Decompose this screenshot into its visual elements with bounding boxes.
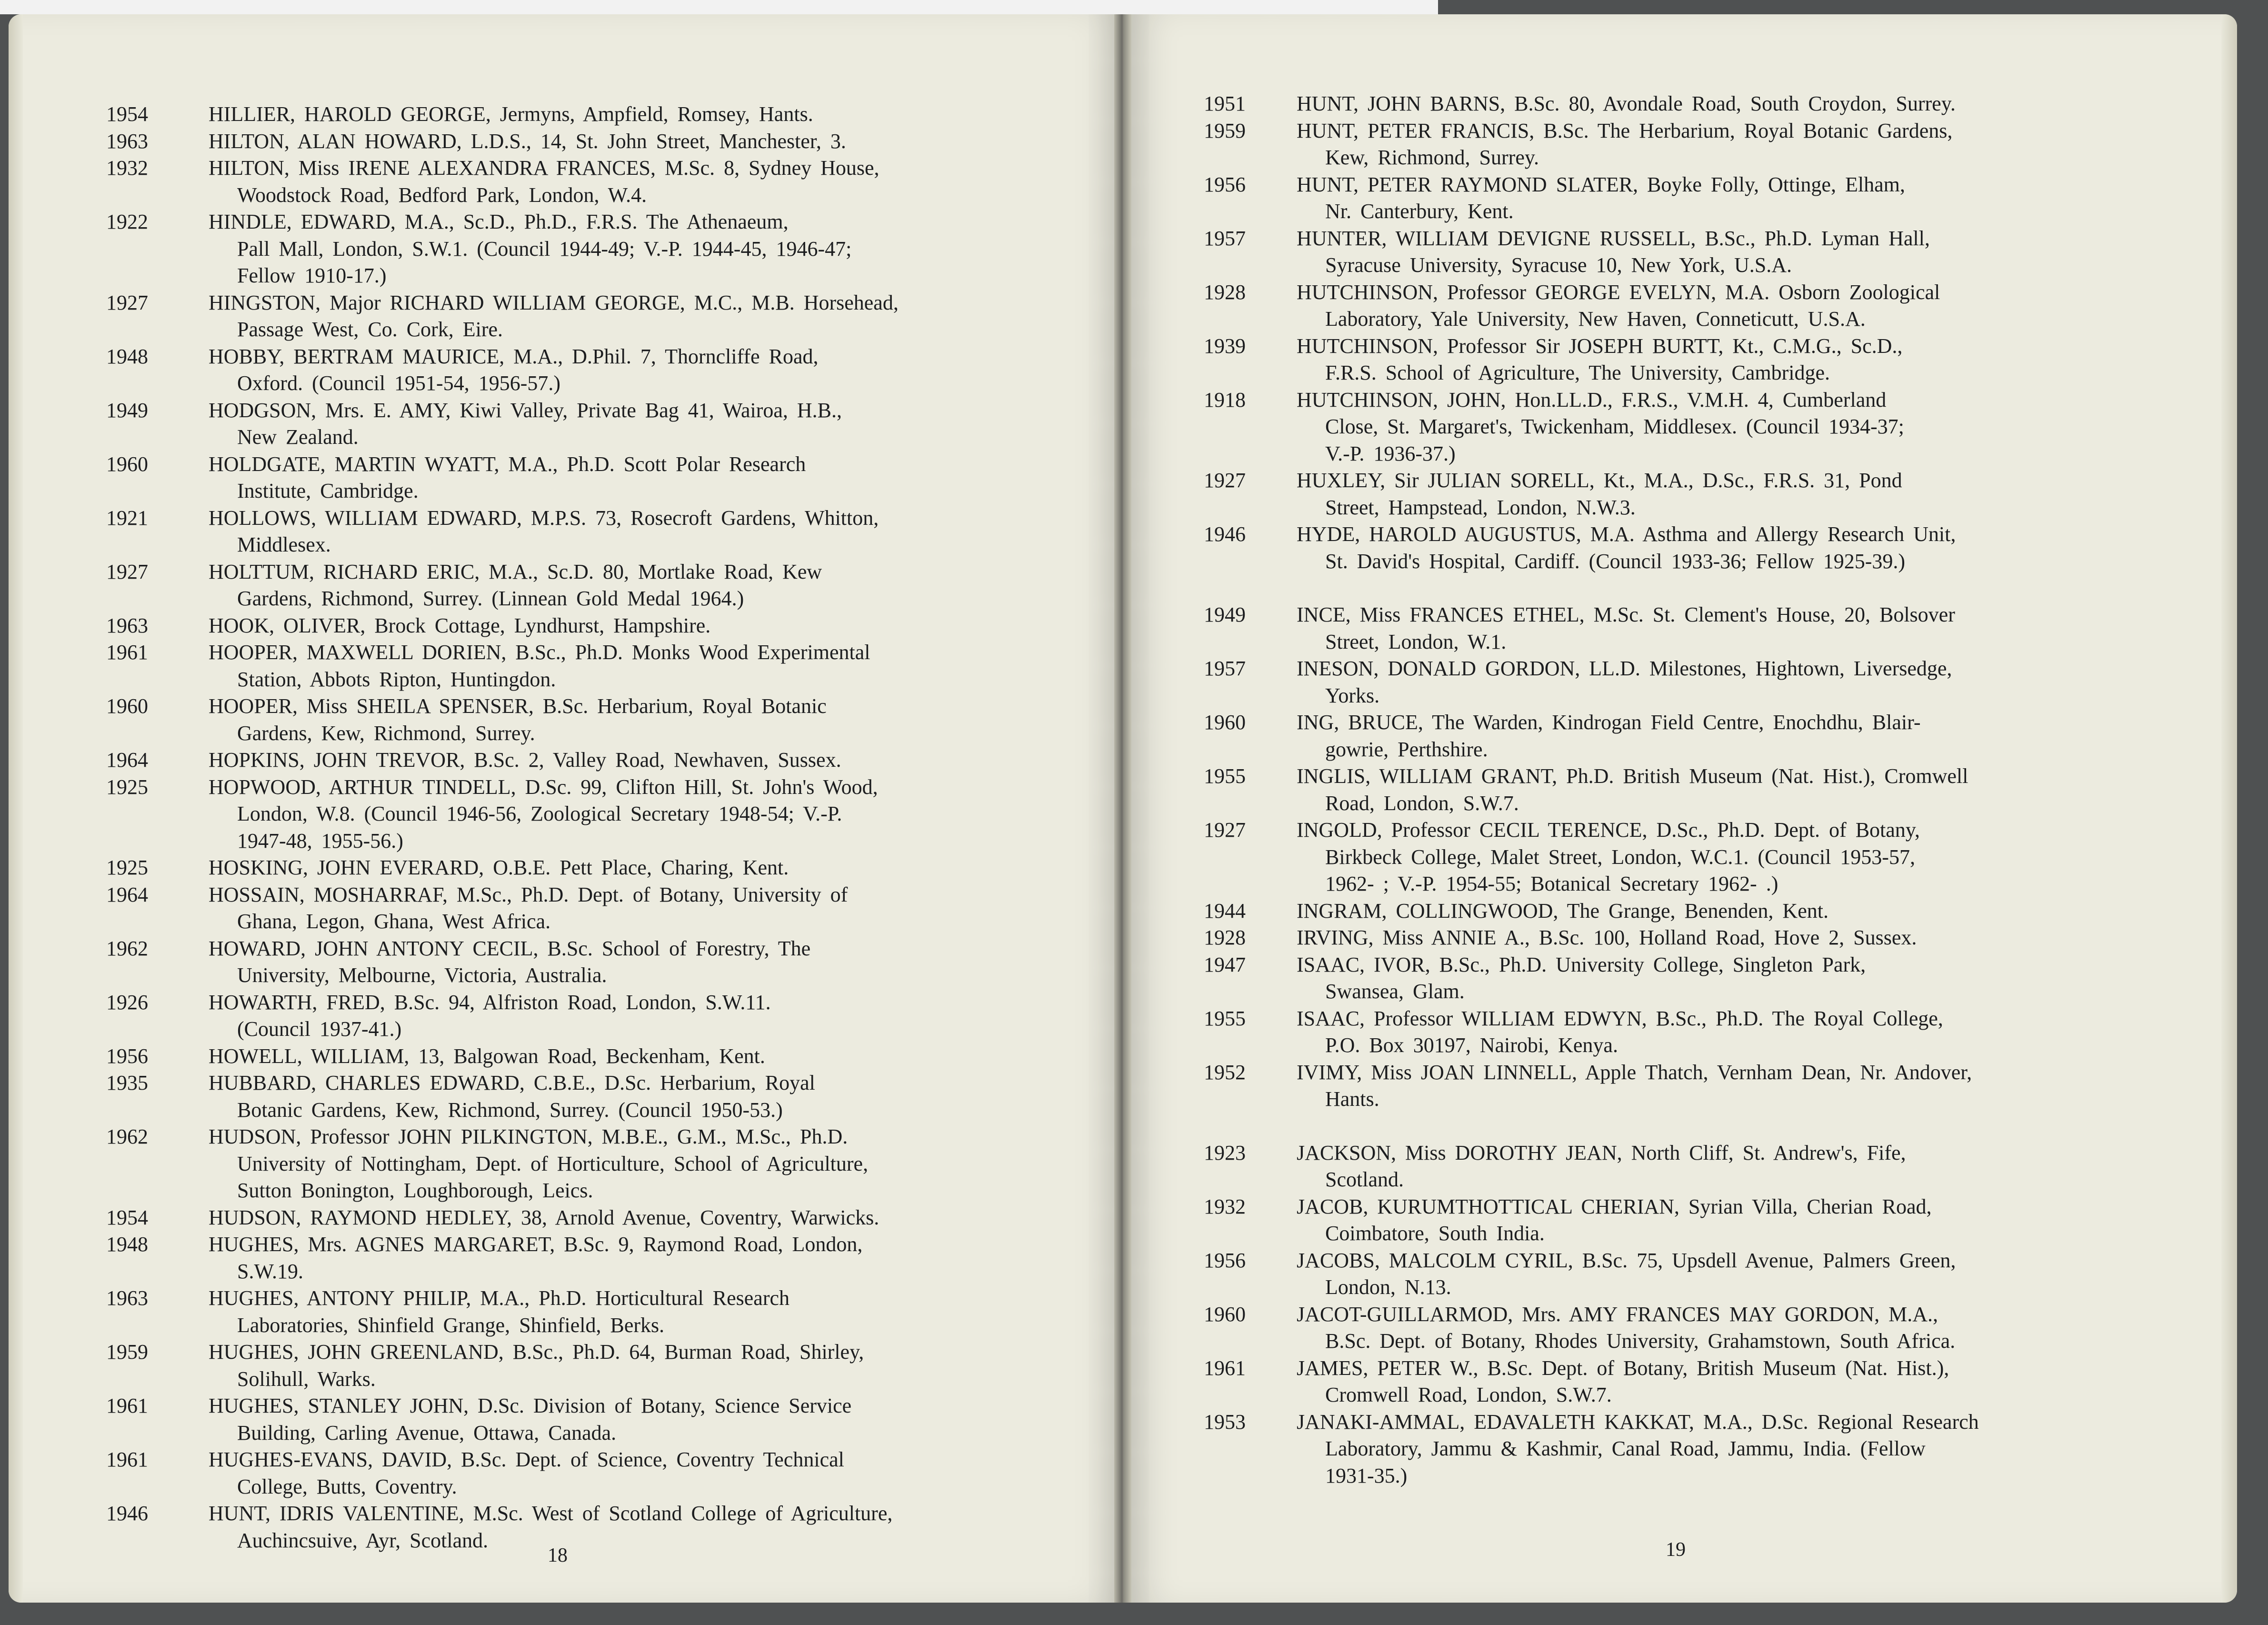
- election-year: 1962: [106, 1125, 148, 1148]
- election-year: 1961: [106, 1448, 148, 1471]
- directory-entry: [106, 451, 1078, 505]
- entry-text: [209, 101, 1078, 128]
- entry-text: [1297, 952, 2208, 1005]
- directory-entry: [1204, 467, 2208, 521]
- address-line: University of Nottingham, Dept. of Horticulture, School of Agriculture,: [237, 1152, 869, 1175]
- election-year: 1959: [1204, 119, 1246, 142]
- entry-text: [209, 451, 1078, 505]
- directory-entry: [106, 505, 1078, 559]
- entry-text: [1297, 1005, 2208, 1059]
- election-year: 1963: [106, 613, 148, 637]
- member-name-line: INCE, Miss FRANCES ETHEL, M.Sc. St. Clement's House, 20, Bolsover: [1297, 603, 1955, 626]
- member-name-line: JACOBS, MALCOLM CYRIL, B.Sc. 75, Upsdell Avenue, Palmers Green,: [1297, 1248, 1956, 1272]
- directory-entry: [1204, 171, 2208, 225]
- book-gutter: [1114, 14, 1131, 1603]
- address-line: New Zealand.: [237, 425, 359, 449]
- page-edge-right: [2221, 14, 2237, 1603]
- address-line: Institute, Cambridge.: [237, 479, 419, 502]
- entry-text: [209, 774, 1078, 855]
- directory-entry: [106, 128, 1078, 155]
- member-name-line: HOWELL, WILLIAM, 13, Balgowan Road, Beckenham, Kent.: [209, 1044, 765, 1068]
- election-year: 1954: [106, 1205, 148, 1229]
- member-name-line: HOPWOOD, ARTHUR TINDELL, D.Sc. 99, Clifton Hill, St. John's Wood,: [209, 775, 878, 799]
- address-line: Building, Carling Avenue, Ottawa, Canada.: [237, 1421, 617, 1444]
- directory-entry: [1204, 1140, 2208, 1194]
- election-year: 1939: [1204, 334, 1246, 358]
- member-name-line: HUGHES, ANTONY PHILIP, M.A., Ph.D. Horticultural Research: [209, 1286, 790, 1310]
- right-page: [1128, 14, 2237, 1603]
- member-name-line: HUGHES-EVANS, DAVID, B.Sc. Dept. of Science, Coventry Technical: [209, 1448, 844, 1471]
- entry-text: [1297, 898, 2208, 925]
- address-line: Middlesex.: [237, 533, 331, 556]
- address-line: Road, London, S.W.7.: [1325, 791, 1519, 815]
- member-name-line: INGRAM, COLLINGWOOD, The Grange, Benenden, Kent.: [1297, 899, 1828, 923]
- entry-text: [209, 935, 1078, 989]
- election-year: 1961: [106, 1394, 148, 1417]
- member-name-line: JAMES, PETER W., B.Sc. Dept. of Botany, British Museum (Nat. Hist.),: [1297, 1356, 1949, 1380]
- entry-text: [1297, 1140, 2208, 1194]
- address-line: Ghana, Legon, Ghana, West Africa.: [237, 910, 551, 933]
- election-year: 1935: [106, 1071, 148, 1094]
- directory-entry: [1204, 333, 2208, 387]
- member-name-line: ISAAC, IVOR, B.Sc., Ph.D. University College, Singleton Park,: [1297, 953, 1866, 976]
- member-name-line: HILTON, Miss IRENE ALEXANDRA FRANCES, M.Sc. 8, Sydney House,: [209, 156, 879, 180]
- address-line: Solihull, Warks.: [237, 1367, 376, 1391]
- member-name-line: HINGSTON, Major RICHARD WILLIAM GEORGE, M.C., M.B. Horsehead,: [209, 291, 899, 314]
- address-line: Station, Abbots Ripton, Huntingdon.: [237, 667, 556, 691]
- member-name-line: HUNT, PETER FRANCIS, B.Sc. The Herbarium, Royal Botanic Gardens,: [1297, 119, 1953, 142]
- entry-text: [1297, 1194, 2208, 1247]
- directory-entry: [1204, 90, 2208, 118]
- election-year: 1960: [1204, 711, 1246, 734]
- election-year: 1946: [106, 1502, 148, 1525]
- page-number-right: 19: [1666, 1539, 1686, 1561]
- election-year: 1956: [1204, 1248, 1246, 1272]
- entry-text: [209, 505, 1078, 559]
- directory-entry: [106, 1393, 1078, 1446]
- directory-entry: [1204, 1005, 2208, 1059]
- entry-text: [1297, 225, 2208, 279]
- address-line: Auchincsuive, Ayr, Scotland.: [237, 1528, 489, 1552]
- address-line: Nr. Canterbury, Kent.: [1325, 200, 1514, 223]
- entry-text: [1297, 90, 2208, 118]
- directory-entry: [1204, 1409, 2208, 1490]
- directory-entry: [106, 612, 1078, 640]
- member-name-line: HOPKINS, JOHN TREVOR, B.Sc. 2, Valley Road, Newhaven, Sussex.: [209, 748, 841, 772]
- election-year: 1961: [106, 641, 148, 664]
- entry-text: [209, 1500, 1078, 1554]
- entry-text: [1297, 602, 2208, 655]
- address-line: Sutton Bonington, Loughborough, Leics.: [237, 1179, 593, 1202]
- member-name-line: HUTCHINSON, JOHN, Hon.LL.D., F.R.S., V.M.H. 4, Cumberland: [1297, 388, 1887, 411]
- directory-entry: [106, 774, 1078, 855]
- election-year: 1925: [106, 856, 148, 879]
- election-year: 1964: [106, 883, 148, 906]
- directory-entry: [1204, 709, 2208, 763]
- member-name-line: JACOB, KURUMTHOTTICAL CHERIAN, Syrian Villa, Cherian Road,: [1297, 1194, 1932, 1218]
- member-name-line: HYDE, HAROLD AUGUSTUS, M.A. Asthma and Allergy Research Unit,: [1297, 522, 1956, 546]
- address-line: Woodstock Road, Bedford Park, London, W.4.: [237, 183, 647, 207]
- member-name-line: HUDSON, RAYMOND HEDLEY, 38, Arnold Avenue, Coventry, Warwicks.: [209, 1205, 879, 1229]
- member-name-line: HUNT, JOHN BARNS, B.Sc. 80, Avondale Road, South Croydon, Surrey.: [1297, 92, 1956, 115]
- entry-text: [209, 209, 1078, 290]
- left-entry-list: [106, 101, 1078, 1554]
- letter-section: [1204, 602, 2208, 1113]
- entry-text: [209, 612, 1078, 640]
- address-line: 1931-35.): [1325, 1464, 1408, 1487]
- directory-entry: [106, 1500, 1078, 1554]
- directory-entry: [106, 1285, 1078, 1339]
- election-year: 1922: [106, 210, 148, 233]
- election-year: 1946: [1204, 522, 1246, 546]
- entry-text: [209, 155, 1078, 209]
- election-year: 1957: [1204, 657, 1246, 680]
- election-year: 1949: [1204, 603, 1246, 626]
- directory-entry: [1204, 924, 2208, 952]
- member-name-line: HUTCHINSON, Professor Sir JOSEPH BURTT, Kt., C.M.G., Sc.D.,: [1297, 334, 1903, 358]
- election-year: 1948: [106, 344, 148, 368]
- member-name-line: HILTON, ALAN HOWARD, L.D.S., 14, St. John Street, Manchester, 3.: [209, 129, 846, 153]
- entry-text: [209, 559, 1078, 612]
- member-name-line: HOSSAIN, MOSHARRAF, M.Sc., Ph.D. Dept. of Botany, University of: [209, 883, 848, 906]
- directory-entry: [106, 639, 1078, 693]
- page-number-left: 18: [548, 1545, 568, 1566]
- address-line: Fellow 1910-17.): [237, 264, 387, 287]
- directory-entry: [106, 747, 1078, 774]
- address-line: Coimbatore, South India.: [1325, 1222, 1545, 1245]
- election-year: 1927: [106, 291, 148, 314]
- entry-text: [209, 882, 1078, 935]
- entry-text: [209, 1043, 1078, 1070]
- left-page: [9, 14, 1123, 1603]
- directory-entry: [106, 854, 1078, 882]
- directory-entry: [106, 1043, 1078, 1070]
- member-name-line: HUNT, PETER RAYMOND SLATER, Boyke Folly, Ottinge, Elham,: [1297, 172, 1905, 196]
- address-line: Hants.: [1325, 1087, 1379, 1111]
- election-year: 1956: [1204, 172, 1246, 196]
- member-name-line: HOWARTH, FRED, B.Sc. 94, Alfriston Road, London, S.W.11.: [209, 990, 771, 1014]
- entry-text: [1297, 1301, 2208, 1355]
- member-name-line: ISAAC, Professor WILLIAM EDWYN, B.Sc., Ph.D. The Royal College,: [1297, 1006, 1943, 1030]
- directory-entry: [106, 1339, 1078, 1393]
- member-name-line: INESON, DONALD GORDON, LL.D. Milestones, Hightown, Liversedge,: [1297, 657, 1952, 680]
- address-line: London, W.8. (Council 1946-56, Zoological Secretary 1948-54; V.-P.: [237, 802, 842, 825]
- directory-entry: [1204, 1059, 2208, 1113]
- entry-text: [209, 854, 1078, 882]
- member-name-line: HUNT, IDRIS VALENTINE, M.Sc. West of Scotland College of Agriculture,: [209, 1502, 893, 1525]
- entry-text: [1297, 521, 2208, 575]
- right-entry-list: [1204, 90, 2208, 1489]
- member-name-line: ING, BRUCE, The Warden, Kindrogan Field Centre, Enochdhu, Blair-: [1297, 711, 1921, 734]
- election-year: 1955: [1204, 1006, 1246, 1030]
- election-year: 1923: [1204, 1141, 1246, 1164]
- entry-text: [209, 989, 1078, 1043]
- address-line: Passage West, Co. Cork, Eire.: [237, 318, 503, 341]
- member-name-line: HUBBARD, CHARLES EDWARD, C.B.E., D.Sc. Herbarium, Royal: [209, 1071, 815, 1094]
- member-name-line: HOLTTUM, RICHARD ERIC, M.A., Sc.D. 80, Mortlake Road, Kew: [209, 560, 822, 583]
- directory-entry: [106, 1231, 1078, 1285]
- member-name-line: JACOT-GUILLARMOD, Mrs. AMY FRANCES MAY GORDON, M.A.,: [1297, 1302, 1938, 1326]
- member-name-line: HOLLOWS, WILLIAM EDWARD, M.P.S. 73, Rosecroft Gardens, Whitton,: [209, 506, 879, 530]
- election-year: 1962: [106, 936, 148, 960]
- address-line: London, N.13.: [1325, 1275, 1451, 1299]
- directory-entry: [1204, 817, 2208, 898]
- entry-text: [209, 747, 1078, 774]
- directory-entry: [1204, 225, 2208, 279]
- election-year: 1961: [1204, 1356, 1246, 1380]
- letter-section: [1204, 1140, 2208, 1490]
- election-year: 1947: [1204, 953, 1246, 976]
- election-year: 1959: [106, 1340, 148, 1364]
- election-year: 1927: [1204, 469, 1246, 492]
- directory-entry: [1204, 655, 2208, 709]
- entry-text: [209, 1393, 1078, 1446]
- address-line: Laboratories, Shinfield Grange, Shinfield, Berks.: [237, 1313, 665, 1337]
- entry-text: [1297, 709, 2208, 763]
- directory-entry: [1204, 602, 2208, 655]
- directory-entry: [1204, 1194, 2208, 1247]
- directory-entry: [106, 209, 1078, 290]
- entry-text: [209, 128, 1078, 155]
- entry-text: [1297, 387, 2208, 468]
- entry-text: [209, 290, 1078, 343]
- directory-entry: [106, 1204, 1078, 1232]
- entry-text: [209, 1123, 1078, 1204]
- election-year: 1960: [1204, 1302, 1246, 1326]
- entry-text: [209, 1285, 1078, 1339]
- directory-entry: [106, 559, 1078, 612]
- directory-entry: [1204, 279, 2208, 333]
- directory-entry: [106, 1123, 1078, 1204]
- address-line: Kew, Richmond, Surrey.: [1325, 146, 1539, 169]
- directory-entry: [106, 693, 1078, 747]
- address-line: V.-P. 1936-37.): [1325, 441, 1456, 465]
- address-line: College, Butts, Coventry.: [237, 1475, 457, 1498]
- address-line: Syracuse University, Syracuse 10, New York, U.S.A.: [1325, 253, 1792, 277]
- directory-entry: [106, 935, 1078, 989]
- member-name-line: JACKSON, Miss DOROTHY JEAN, North Cliff, St. Andrew's, Fife,: [1297, 1141, 1906, 1164]
- page-edge-left: [9, 14, 23, 1603]
- election-year: 1954: [106, 102, 148, 126]
- member-name-line: IRVING, Miss ANNIE A., B.Sc. 100, Holland Road, Hove 2, Sussex.: [1297, 926, 1917, 949]
- address-line: Yorks.: [1325, 683, 1380, 707]
- directory-entry: [106, 989, 1078, 1043]
- entry-text: [1297, 655, 2208, 709]
- election-year: 1955: [1204, 764, 1246, 788]
- member-name-line: HUNTER, WILLIAM DEVIGNE RUSSELL, B.Sc., Ph.D. Lyman Hall,: [1297, 226, 1930, 250]
- directory-entry: [1204, 763, 2208, 817]
- entry-text: [1297, 1247, 2208, 1301]
- address-line: B.Sc. Dept. of Botany, Rhodes University, Grahamstown, South Africa.: [1325, 1329, 1956, 1353]
- directory-entry: [106, 397, 1078, 451]
- election-year: 1927: [1204, 818, 1246, 842]
- directory-entry: [1204, 118, 2208, 171]
- election-year: 1928: [1204, 280, 1246, 304]
- election-year: 1949: [106, 398, 148, 422]
- entry-text: [1297, 333, 2208, 387]
- member-name-line: INGOLD, Professor CECIL TERENCE, D.Sc., Ph.D. Dept. of Botany,: [1297, 818, 1920, 842]
- entry-text: [1297, 1059, 2208, 1113]
- address-line: Laboratory, Jammu & Kashmir, Canal Road, Jammu, India. (Fellow: [1325, 1437, 1926, 1460]
- election-year: 1952: [1204, 1060, 1246, 1084]
- directory-entry: [106, 1446, 1078, 1500]
- address-line: Birkbeck College, Malet Street, London, W.C.1. (Council 1953-57,: [1325, 845, 1915, 869]
- member-name-line: HOBBY, BERTRAM MAURICE, M.A., D.Phil. 7, Thorncliffe Road,: [209, 344, 819, 368]
- member-name-line: HUTCHINSON, Professor GEORGE EVELYN, M.A. Osborn Zoological: [1297, 280, 1940, 304]
- directory-entry: [1204, 1301, 2208, 1355]
- entry-text: [209, 693, 1078, 747]
- entry-text: [209, 1231, 1078, 1285]
- address-line: St. David's Hospital, Cardiff. (Council 1933-36; Fellow 1925-39.): [1325, 549, 1906, 573]
- member-name-line: HODGSON, Mrs. E. AMY, Kiwi Valley, Private Bag 41, Wairoa, H.B.,: [209, 398, 842, 422]
- address-line: Swansea, Glam.: [1325, 980, 1465, 1003]
- member-name-line: HOSKING, JOHN EVERARD, O.B.E. Pett Place, Charing, Kent.: [209, 856, 789, 879]
- entry-text: [1297, 1409, 2208, 1490]
- election-year: 1956: [106, 1044, 148, 1068]
- member-name-line: IVIMY, Miss JOAN LINNELL, Apple Thatch, Vernham Dean, Nr. Andover,: [1297, 1060, 1972, 1084]
- member-name-line: HOWARD, JOHN ANTONY CECIL, B.Sc. School of Forestry, The: [209, 936, 811, 960]
- directory-entry: [1204, 521, 2208, 575]
- address-line: Gardens, Kew, Richmond, Surrey.: [237, 721, 535, 745]
- election-year: 1926: [106, 990, 148, 1014]
- election-year: 1944: [1204, 899, 1246, 923]
- address-line: Cromwell Road, London, S.W.7.: [1325, 1383, 1612, 1406]
- entry-text: [1297, 817, 2208, 898]
- election-year: 1960: [106, 694, 148, 718]
- member-name-line: HUGHES, Mrs. AGNES MARGARET, B.Sc. 9, Raymond Road, London,: [209, 1233, 863, 1256]
- member-name-line: HUDSON, Professor JOHN PILKINGTON, M.B.E., G.M., M.Sc., Ph.D.: [209, 1125, 848, 1148]
- entry-text: [1297, 118, 2208, 171]
- entry-text: [209, 397, 1078, 451]
- election-year: 1948: [106, 1233, 148, 1256]
- election-year: 1960: [106, 452, 148, 476]
- member-name-line: HILLIER, HAROLD GEORGE, Jermyns, Ampfield, Romsey, Hants.: [209, 102, 813, 126]
- entry-text: [209, 343, 1078, 397]
- directory-entry: [106, 1070, 1078, 1123]
- directory-entry: [1204, 952, 2208, 1005]
- address-line: Oxford. (Council 1951-54, 1956-57.): [237, 371, 561, 395]
- directory-entry: [1204, 1247, 2208, 1301]
- member-name-line: JANAKI-AMMAL, EDAVALETH KAKKAT, M.A., D.Sc. Regional Research: [1297, 1410, 1979, 1434]
- election-year: 1964: [106, 748, 148, 772]
- address-line: University, Melbourne, Victoria, Australia.: [237, 963, 607, 987]
- member-name-line: HUXLEY, Sir JULIAN SORELL, Kt., M.A., D.Sc., F.R.S. 31, Pond: [1297, 469, 1902, 492]
- address-line: F.R.S. School of Agriculture, The University, Cambridge.: [1325, 361, 1830, 384]
- election-year: 1927: [106, 560, 148, 583]
- directory-entry: [106, 155, 1078, 209]
- address-line: Laboratory, Yale University, New Haven, Conneticutt, U.S.A.: [1325, 307, 1866, 331]
- address-line: (Council 1937-41.): [237, 1017, 402, 1041]
- directory-entry: [1204, 898, 2208, 925]
- entry-text: [209, 1339, 1078, 1393]
- member-name-line: HINDLE, EDWARD, M.A., Sc.D., Ph.D., F.R.S. The Athenaeum,: [209, 210, 789, 233]
- directory-entry: [106, 882, 1078, 935]
- address-line: Street, Hampstead, London, N.W.3.: [1325, 495, 1636, 519]
- address-line: Street, London, W.1.: [1325, 630, 1507, 653]
- address-line: Pall Mall, London, S.W.1. (Council 1944-49; V.-P. 1944-45, 1946-47;: [237, 237, 852, 261]
- directory-entry: [1204, 387, 2208, 468]
- entry-text: [1297, 763, 2208, 817]
- election-year: 1963: [106, 129, 148, 153]
- election-year: 1963: [106, 1286, 148, 1310]
- election-year: 1951: [1204, 92, 1246, 115]
- entry-text: [1297, 171, 2208, 225]
- address-line: Scotland.: [1325, 1168, 1404, 1191]
- election-year: 1928: [1204, 926, 1246, 949]
- address-line: Botanic Gardens, Kew, Richmond, Surrey. (Council 1950-53.): [237, 1098, 783, 1122]
- directory-entry: [1204, 1355, 2208, 1409]
- member-name-line: INGLIS, WILLIAM GRANT, Ph.D. British Museum (Nat. Hist.), Cromwell: [1297, 764, 1968, 788]
- scanner-strip: [0, 0, 1438, 14]
- entry-text: [1297, 279, 2208, 333]
- entry-text: [1297, 924, 2208, 952]
- directory-entry: [106, 290, 1078, 343]
- directory-entry: [106, 101, 1078, 128]
- address-line: P.O. Box 30197, Nairobi, Kenya.: [1325, 1033, 1618, 1057]
- member-name-line: HOOK, OLIVER, Brock Cottage, Lyndhurst, Hampshire.: [209, 613, 711, 637]
- member-name-line: HOLDGATE, MARTIN WYATT, M.A., Ph.D. Scott Polar Research: [209, 452, 806, 476]
- entry-text: [209, 1446, 1078, 1500]
- election-year: 1918: [1204, 388, 1246, 411]
- election-year: 1932: [1204, 1194, 1246, 1218]
- election-year: 1953: [1204, 1410, 1246, 1434]
- entry-text: [1297, 1355, 2208, 1409]
- letter-section: [1204, 90, 2208, 575]
- election-year: 1925: [106, 775, 148, 799]
- entry-text: [209, 639, 1078, 693]
- letter-section-gap: [1204, 575, 2208, 602]
- member-name-line: HOOPER, Miss SHEILA SPENSER, B.Sc. Herbarium, Royal Botanic: [209, 694, 827, 718]
- address-line: Close, St. Margaret's, Twickenham, Middlesex. (Council 1934-37;: [1325, 415, 1904, 438]
- member-name-line: HUGHES, STANLEY JOHN, D.Sc. Division of Botany, Science Service: [209, 1394, 852, 1417]
- letter-section-gap: [1204, 1113, 2208, 1140]
- address-line: 1962- ; V.-P. 1954-55; Botanical Secretary 1962- .): [1325, 872, 1778, 895]
- entry-text: [209, 1204, 1078, 1232]
- entry-text: [209, 1070, 1078, 1123]
- address-line: S.W.19.: [237, 1259, 303, 1283]
- address-line: 1947-48, 1955-56.): [237, 829, 403, 853]
- election-year: 1921: [106, 506, 148, 530]
- member-name-line: HUGHES, JOHN GREENLAND, B.Sc., Ph.D. 64, Burman Road, Shirley,: [209, 1340, 864, 1364]
- directory-entry: [106, 343, 1078, 397]
- election-year: 1932: [106, 156, 148, 180]
- address-line: Gardens, Richmond, Surrey. (Linnean Gold Medal 1964.): [237, 587, 744, 610]
- address-line: gowrie, Perthshire.: [1325, 737, 1488, 761]
- member-name-line: HOOPER, MAXWELL DORIEN, B.Sc., Ph.D. Monks Wood Experimental: [209, 641, 870, 664]
- entry-text: [1297, 467, 2208, 521]
- election-year: 1957: [1204, 226, 1246, 250]
